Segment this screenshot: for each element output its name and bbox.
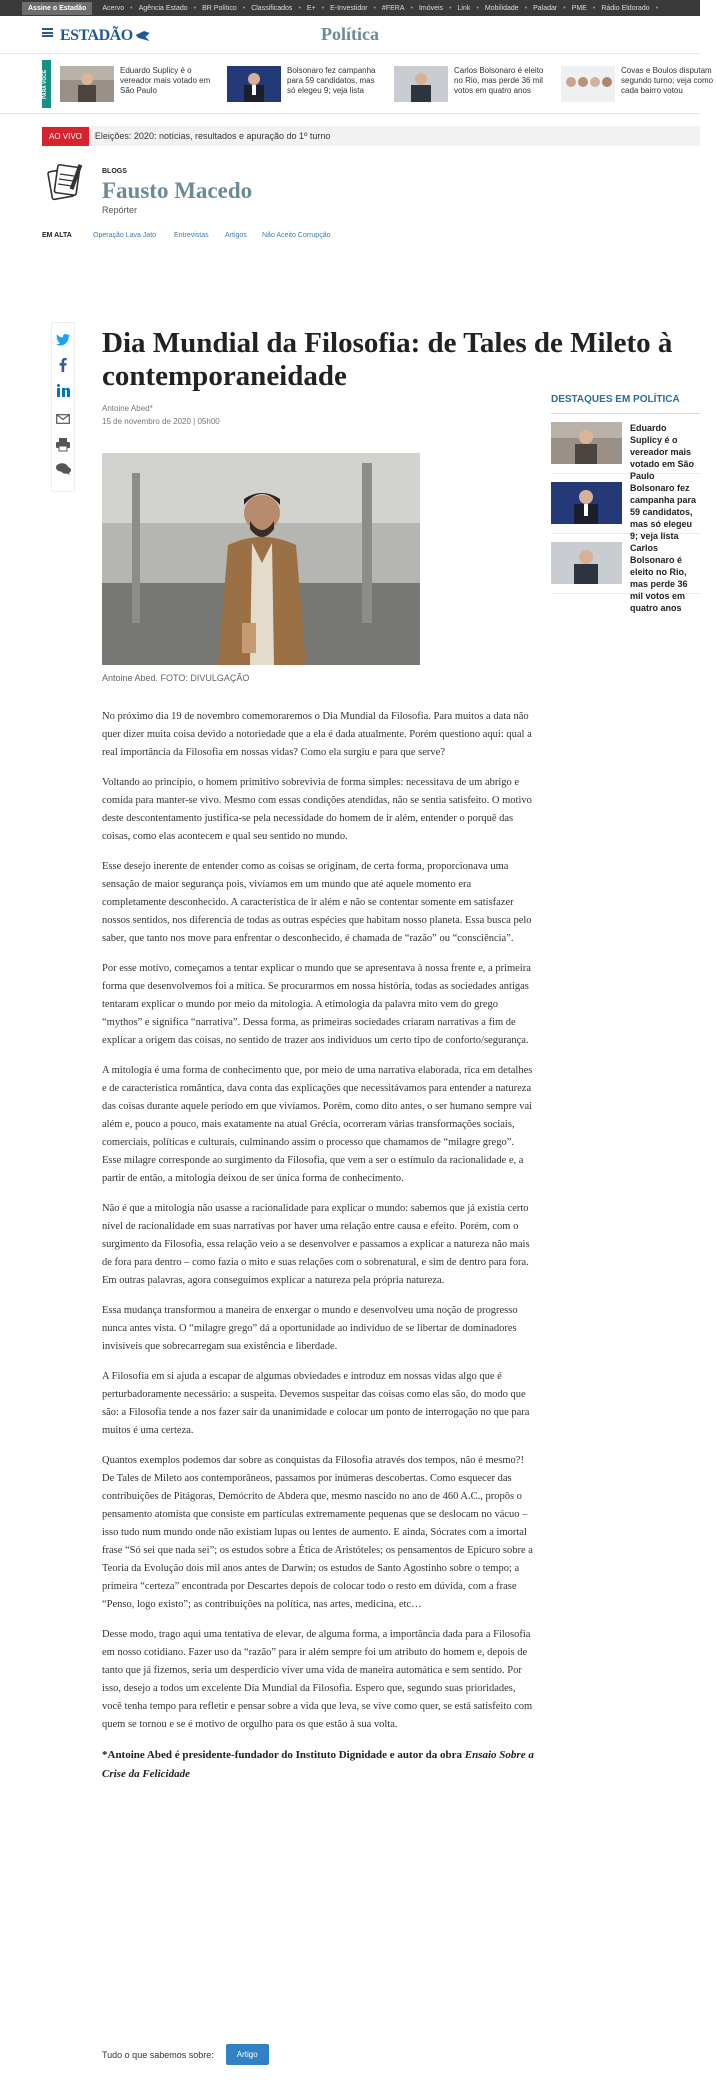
top-link[interactable]: PME •: [572, 5, 596, 12]
section-title[interactable]: Política: [321, 24, 379, 44]
teaser-thumbnail: [561, 66, 615, 102]
article-paragraph: Essa mudança transformou a maneira de enxergar o mundo e desenvolveu uma noção de progresso nunca antes vista. O “milagre grego” dá a oportunidade ao indivíduo de se libertar de dominadores invisíveis que sobrecarregam sua existência e liberdade.: [102, 1305, 518, 1352]
top-link[interactable]: Rádio Eldorado •: [601, 5, 658, 12]
trending-link[interactable]: Não Aceito Corrupção: [262, 232, 331, 239]
teaser-item[interactable]: [561, 66, 716, 102]
tags-label: Tudo o que sabemos sobre:: [102, 2049, 214, 2060]
top-link[interactable]: Acervo •: [102, 5, 132, 12]
trending-link[interactable]: Entrevistas: [174, 232, 209, 239]
live-badge: AO VIVO: [42, 127, 89, 146]
sidebar-item-text: Carlos Bolsonaro é eleito no Rio, mas perde 36 mil votos em quatro anos: [630, 543, 688, 613]
sidebar-thumbnail: [551, 482, 622, 524]
top-link[interactable]: E-Investidor •: [330, 5, 376, 12]
byline: [102, 402, 220, 428]
teaser-text: Eduardo Suplicy é o vereador mais votado em São Paulo: [120, 66, 211, 95]
top-link[interactable]: Paladar •: [533, 5, 566, 12]
sidebar-item[interactable]: [551, 534, 700, 613]
teaser-thumbnail: [60, 66, 114, 102]
blog-author-name[interactable]: Fausto Macedo: [102, 178, 253, 203]
sidebar-item[interactable]: [551, 414, 700, 481]
teaser-text: Carlos Bolsonaro é eleito no Rio, mas perde 36 mil votos em quatro anos: [454, 66, 544, 95]
article-author[interactable]: Antoine Abed*: [102, 404, 153, 413]
article-paragraph: A Filosofia em si ajuda a escapar de algumas obviedades e introduz em nossas vidas algo que é perturbadoramente necessário: a suspeita. Devemos suspeitar das coisas como elas são, do modo que são: a Filosofia tende a nos fazer sair da unanimidade e colocar um ponto de interrogação no que para muitos é uma certeza.: [102, 1371, 530, 1436]
for-you-label: PARA VOCÊ: [42, 60, 51, 108]
top-link[interactable]: #FERA •: [382, 5, 413, 12]
article-photo: [102, 453, 420, 665]
teaser-thumbnail: [227, 66, 281, 102]
top-link[interactable]: Classificados •: [251, 5, 301, 12]
photo-caption: Antoine Abed. FOTO: DIVULGAÇÃO: [102, 673, 250, 683]
sidebar-thumbnail: [551, 422, 622, 464]
blog-author-role: Repórter: [102, 205, 138, 215]
blog-header: [0, 146, 700, 224]
trending-link[interactable]: Operação Lava Jato: [93, 232, 157, 239]
top-link[interactable]: BR Político •: [202, 5, 245, 12]
tag-button[interactable]: Artigo: [226, 2044, 269, 2065]
sidebar-highlights: [551, 394, 700, 613]
logo-text: ESTADÃO: [60, 27, 133, 44]
subscribe-button[interactable]: Assine o Estadão: [22, 2, 92, 15]
article-body: [102, 708, 534, 1784]
author-footnote: [102, 1746, 534, 1784]
site-header: [0, 16, 700, 54]
teaser-text: Bolsonaro fez campanha para 59 candidatos, mas só elegeu 9; veja lista: [287, 66, 376, 95]
trending-bar: [0, 224, 700, 254]
teaser-item[interactable]: [60, 66, 215, 102]
teaser-item[interactable]: [394, 66, 549, 102]
article-paragraph: Não é que a mitologia não usasse a racionalidade para explicar o mundo: sabemos que já existia certo nível de racionalidade em suas narrativas por haver uma relação entre causa e efeito. Porém, com o surgimento da Filosofia, essa relação veio a se desenvolver e passamos a explicar a natureza não mais de fora para dentro – como fazia o mito e suas relações com o sobrenatural, e sim de dentro para fora. Em outras palavras, agora conseguimos explicar a natureza pela própria natureza.: [102, 1203, 530, 1286]
sidebar-thumbnail: [551, 542, 622, 584]
trending-link[interactable]: Artigos: [225, 232, 247, 239]
sidebar-item[interactable]: [551, 474, 700, 541]
blogs-label: BLOGS: [102, 168, 127, 175]
top-link[interactable]: Link •: [458, 5, 479, 12]
top-link[interactable]: Imóveis •: [419, 5, 452, 12]
top-link[interactable]: Mobilidade •: [485, 5, 527, 12]
teaser-item[interactable]: [227, 66, 382, 102]
article-date: 15 de novembro de 2020 | 05h00: [102, 417, 220, 426]
sidebar-title: DESTAQUES EM POLÍTICA: [551, 394, 700, 414]
article-paragraph: No próximo dia 19 de novembro comemoraremos o Dia Mundial da Filosofia. Para muitos a data não quer dizer muita coisa devido a notoriedade que a ela é dada atualmente. Porém questiono aqui: qual a real importância da Filosofia em nossas vidas? Como ela surgiu e para que serve?: [102, 711, 532, 758]
teaser-thumbnail: [394, 66, 448, 102]
article-paragraph: Esse desejo inerente de entender como as coisas se originam, de certa forma, proporcionava uma sensação de maior segurança pois, vivíamos em um mundo que até aquele momento era completamente desconhecido. A característica de ir além e não se contentar somente em satisfazer nossos sentidos, nos diferencia de todas as outras espécies que habitam nosso planeta. Essa busca pelo saber, que tanto nos move para enfrentar o desconhecido, é chamada de “razão” ou “consciência”.: [102, 861, 532, 944]
article-title: Dia Mundial da Filosofia: de Tales de Mileto à contemporaneidade: [102, 327, 673, 392]
trending-label: EM ALTA: [42, 232, 72, 239]
teaser-strip: [0, 54, 714, 114]
footnote-book: Ensaio Sobre a Crise da Felicidade: [102, 1749, 534, 1780]
footnote-text: *Antoine Abed é presidente-fundador do Instituto Dignidade e autor da obra: [102, 1749, 465, 1761]
article-paragraph: Por esse motivo, começamos a tentar explicar o mundo que se apresentava à nossa frente e, a primeira forma que desenvolvemos foi a mítica. Se procurarmos em nossa história, todas as sociedades antigas tentaram explicar o mundo por meio da mitologia. A etimologia da palavra mito vem do grego “mythos” e significa “narrativa”. Dessa forma, as primeiras sociedades criaram narrativas a fim de explicar a origem das coisas, no sentido de trazer aos indivíduos um certo tipo de conforto/segurança.: [102, 963, 531, 1046]
sidebar-item-text: Eduardo Suplicy é o vereador mais votado em São Paulo: [630, 423, 695, 481]
article-paragraph: Desse modo, trago aqui uma tentativa de elevar, de alguma forma, a importância dada para a Filosofia em nosso cotidiano. Fazer uso da “razão” para ir além sempre foi um atributo do homem e, depois de tanto que já fizemos, seria um desperdício viver uma vida de maneira automática e sem sentido. Por isso, desejo a todos um excelente Dia Mundial da Filosofia. Espero que, segundo suas prioridades, você tenha tempo para refletir e pensar sobre a vida que leva, se vive como quer, se está satisfeito com quem se tornou e se é motivo de orgulho para os que estão à sua volta.: [102, 1629, 533, 1730]
article-paragraph: Voltando ao princípio, o homem primitivo sobrevivia de forma simples: necessitava de um abrigo e comida para manter-se vivo. Mesmo com essas condições atendidas, não se sentia satisfeito. O motivo deste descontentamento justifica-se pela necessidade do homem de ir além, entender o porquê das coisas, como elas acontecem e qual seu sentido no mundo.: [102, 777, 532, 842]
live-bar[interactable]: [42, 126, 700, 146]
top-link[interactable]: Agência Estado •: [139, 5, 197, 12]
top-link[interactable]: E+ •: [307, 5, 324, 12]
tags-row: [102, 2044, 269, 2065]
article-paragraph: A mitologia é uma forma de conhecimento que, por meio de uma narrativa elaborada, rica em detalhes e de característica romântica, dava conta das explicações que necessitávamos para entender a natureza das coisas durante aquele período em que vivíamos. Porém, como dito antes, o ser humano sempre vai além e, pouco a pouco, mais exatamente na atual Grécia, ocorreram várias transformações sociais, comerciais, políticas e culturais, culminando assim o processo que chamamos de “milagre grego”. Esse milagre corresponde ao surgimento da Filosofia, que vem a ser o estímulo da racionalidade e, a partir de então, a mitologia deixou de ser única forma de conhecimento.: [102, 1065, 533, 1184]
article-paragraph: Quantos exemplos podemos dar sobre as conquistas da Filosofia através dos tempos, não é mesmo?! De Tales de Mileto aos contemporâneos, passamos por inúmeras descobertas. Como esquecer das contribuições de Pitágoras, Demócrito de Abdera que, mesmo nascido no ano de 460 A.C., propôs o pensamento atomista que consiste em partículas extremamente pequenas que se deslocam no vácuo – isso tudo num mundo onde não existiam lupas ou lentes de aumento. E ainda, Sócrates com a imortal frase “Só sei que nada sei”; os estudos sobre a Ética de Aristóteles; os pensamentos de Epicuro sobre a Teoria da Evolução dois mil anos antes de Darwin; os estudos de Santo Agostinho sobre o tempo; a primeira “certeza” encontrada por Descartes depois de colocar todo o resto em dúvida, com a frase “Penso, logo existo”; as contribuições na política, nas artes, medicina, etc…: [102, 1455, 533, 1610]
sidebar-item-text: Bolsonaro fez campanha para 59 candidatos, mas só elegeu 9; veja lista: [630, 483, 697, 541]
live-headline: Eleições: 2020: notícias, resultados e apuração do 1º turno: [94, 131, 331, 141]
teaser-text: Covas e Boulos disputam segundo turno; veja como cada bairro votou: [621, 66, 714, 95]
top-bar: [0, 0, 700, 16]
share-bar-frame: [51, 322, 75, 492]
blog-illustration-icon: [44, 160, 84, 204]
